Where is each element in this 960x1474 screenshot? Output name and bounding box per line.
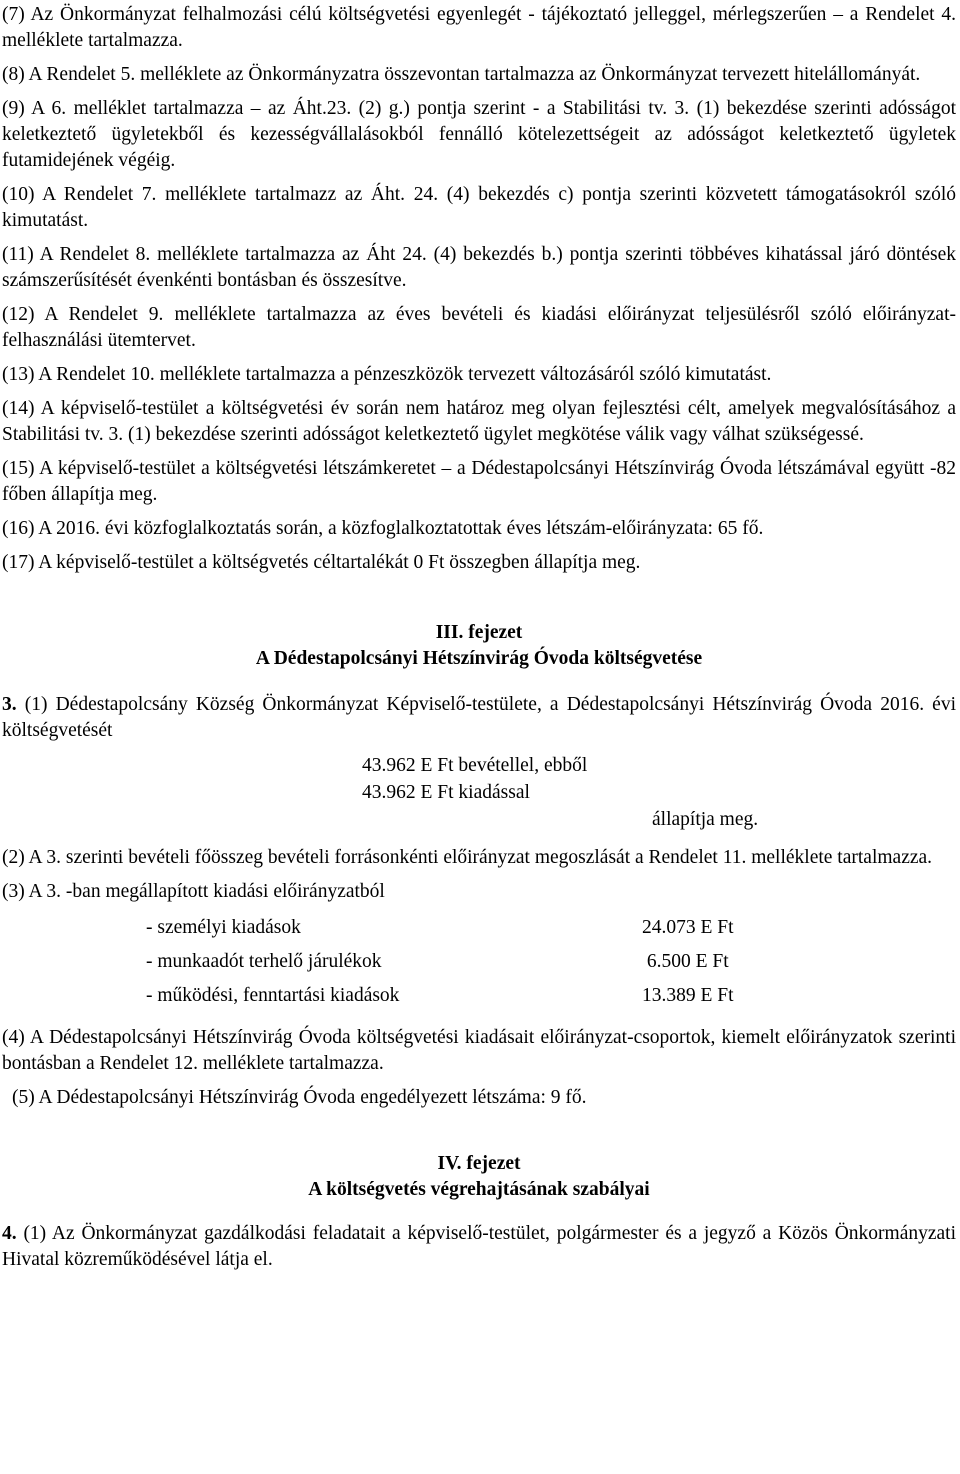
paragraph-11: (11) A Rendelet 8. melléklete tartalmazza az Áht 24. (4) bekezdés b.) pontja szerinti többéves kihatással járó döntések számszerűsítését évenkénti bontásban és összesítve. — [2, 244, 956, 291]
section-3-number: 3. — [2, 694, 17, 715]
paragraph-7: (7) Az Önkormányzat felhalmozási célú költségvetési egyenlegét - tájékoztató jelleggel, mérlegszerűen – a Rendelet 4. melléklete tartalmazza. — [2, 4, 956, 51]
paragraph-17: (17) A képviselő-testület a költségvetés céltartalékát 0 Ft összegben állapítja meg. — [2, 552, 641, 573]
chapter-3-number: III. fejezet — [435, 622, 523, 643]
section-3-intro-text: (1) Dédestapolcsány Község Önkormányzat Képviselő-testülete, a Dédestapolcsányi Hétszínvirág Óvoda 2016. évi költségvetését — [2, 694, 957, 741]
item-value: 13.389 E Ft — [642, 985, 734, 1006]
item-value: 24.073 E Ft — [642, 917, 734, 938]
expense-items-list — [2, 911, 956, 1013]
item-label: - személyi kiadások — [146, 917, 301, 938]
item-label: - működési, fenntartási kiadások — [146, 985, 400, 1006]
item-value: 6.500 E Ft — [642, 951, 729, 972]
section-3-paragraph-3: (3) A 3. -ban megállapított kiadási előirányzatból — [2, 881, 385, 902]
paragraph-12: (12) A Rendelet 9. melléklete tartalmazza az éves bevételi és kiadási előirányzat teljesülésről szóló előirányzat-felhasználási ütemtervet. — [2, 304, 956, 351]
budget-amounts — [362, 752, 956, 833]
section-4-paragraph-1 — [2, 1221, 956, 1273]
paragraph-13: (13) A Rendelet 10. melléklete tartalmazza a pénzeszközök tervezett változásáról szóló kimutatást. — [2, 364, 772, 385]
section-3-intro — [2, 692, 956, 744]
section-3-paragraph-5: (5) A Dédestapolcsányi Hétszínvirág Óvoda engedélyezett létszáma: 9 fő. — [12, 1087, 587, 1108]
list-item — [2, 911, 956, 945]
expense-amount: 43.962 E Ft kiadással — [362, 782, 530, 803]
list-item — [2, 945, 956, 979]
paragraph-14: (14) A képviselő-testület a költségvetési év során nem határoz meg olyan fejlesztési célt, amelyek megvalósításához a Stabilitási tv. 3. (1) bekezdése szerinti adósságot keletkeztető ügylet megkötése válik vagy válhat szükségessé. — [2, 398, 956, 445]
chapter-3-title: A Dédestapolcsányi Hétszínvirág Óvoda költségvetése — [255, 648, 703, 669]
item-label: - munkaadót terhelő járulékok — [146, 951, 382, 972]
list-item — [2, 979, 956, 1013]
amount-conclusion: állapítja meg. — [652, 809, 759, 830]
section-4-text: (1) Az Önkormányzat gazdálkodási feladatait a képviselő-testület, polgármester és a jegyző a Közös Önkormányzati Hivatal közreműködésével látja el. — [2, 1223, 956, 1270]
chapter-4-heading — [2, 1151, 956, 1203]
paragraph-15: (15) A képviselő-testület a költségvetési létszámkeretet – a Dédestapolcsányi Hétszínvirág Óvoda létszámával együtt -82 főben állapítja meg. — [2, 458, 956, 505]
section-3-paragraph-4: (4) A Dédestapolcsányi Hétszínvirág Óvoda költségvetési kiadásait előirányzat-csoportok, kiemelt előirányzatok szerinti bontásban a Rendelet 12. melléklete tartalmazza. — [2, 1027, 956, 1074]
income-amount: 43.962 E Ft bevétellel, ebből — [362, 755, 588, 776]
section-4-number: 4. — [2, 1223, 17, 1244]
chapter-3-heading — [2, 620, 956, 672]
paragraph-16: (16) A 2016. évi közfoglalkoztatás során, a közfoglalkoztatottak éves létszám-előirányzata: 65 fő. — [2, 518, 764, 539]
chapter-4-title: A költségvetés végrehajtásának szabályai — [308, 1179, 650, 1200]
paragraph-8: (8) A Rendelet 5. melléklete az Önkormányzatra összevontan tartalmazza az Önkormányzat tervezett hitelállományát. — [2, 64, 921, 85]
paragraph-10: (10) A Rendelet 7. melléklete tartalmazz az Áht. 24. (4) bekezdés c) pontja szerinti közvetett támogatásokról szóló kimutatást. — [2, 184, 956, 231]
chapter-4-number: IV. fejezet — [437, 1153, 521, 1174]
paragraph-9: (9) A 6. melléklet tartalmazza – az Áht.23. (2) g.) pontja szerint - a Stabilitási tv. 3. (1) bekezdése szerinti adósságot keletkeztető ügyletekből és kezességvállalásokból fennálló kötelezettségeit az adósságot keletkeztető ügyletek futamidejének végéig. — [2, 98, 956, 171]
section-3-paragraph-2: (2) A 3. szerinti bevételi főösszeg bevételi forrásonkénti előirányzat megoszlását a Rendelet 11. melléklete tartalmazza. — [2, 847, 933, 868]
